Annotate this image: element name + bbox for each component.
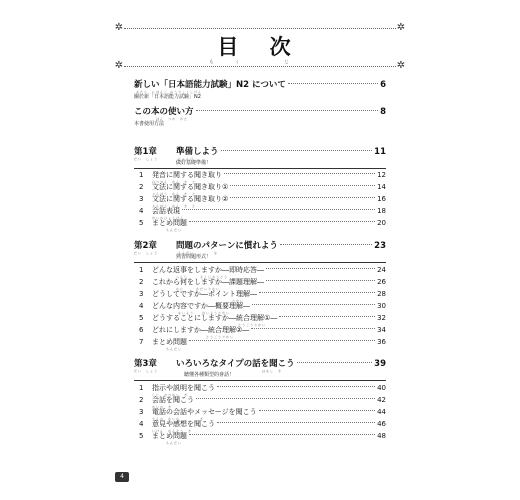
ruby-text: でんわ かいわ き [152,417,205,421]
ruby-text: はなし き [262,369,283,373]
toc-item-label: どんな内容ですか―概要理解― [152,302,250,310]
chapter-subtitle: 做好基礎準備！ [176,160,212,166]
dot-leader [221,149,373,151]
page-title: 目 次 [217,35,303,59]
item-number: 1 [139,171,144,179]
toc-item-label: 意見や感想を聞こう [152,420,215,428]
ruby-text: もんだい [166,441,183,445]
toc-item-page: 34 [377,326,386,334]
chapter-1-heading[interactable] [176,147,386,157]
toc-item[interactable] [152,384,386,393]
ruby-text: ぶんぽう かん き と [152,204,197,208]
toc-item[interactable] [152,396,386,405]
toc-item-label: 文法に関する聞き取り② [152,195,229,203]
toc-entry-page: 6 [380,80,386,90]
toc-item[interactable] [152,338,386,347]
toc-item-page: 28 [377,290,386,298]
chapter-2-heading[interactable] [176,241,386,251]
item-number: 6 [139,326,144,334]
toc-item-label: どんな返事をしますか―即時応答― [152,266,264,274]
toc-item[interactable] [152,420,386,429]
toc-item-page: 32 [377,314,386,322]
toc-item-page: 18 [377,207,386,215]
toc-entry-label: 新しい「日本語能力試験」N2 について [134,80,286,90]
toc-item-label: 電話の会話やメッセージを聞こう [152,408,257,416]
toc-item-page: 24 [377,266,386,274]
dot-leader [217,421,375,423]
toc-item-label: 文法に関する聞き取り① [152,183,229,191]
item-number: 3 [139,195,144,203]
dot-leader [182,208,375,210]
toc-item[interactable] [152,290,386,299]
chapter-title: 準備しよう [176,147,219,157]
ruby-text: しじ せつめい き [152,393,189,397]
ruby-text: かいわ き [152,405,173,409]
ruby-text: じゅんび [178,157,195,161]
toc-item[interactable] [152,326,386,335]
toc-item-page: 20 [377,219,386,227]
section-divider [134,168,386,169]
ruby-text: ないよう がいようりかい [178,311,231,315]
item-number: 7 [139,338,144,346]
item-number: 3 [139,290,144,298]
dot-leader [259,409,375,411]
toc-item-label: どれにしますか―統合理解②― [152,326,250,334]
toc-item-page: 16 [377,195,386,203]
toc-item-page: 44 [377,408,386,416]
ruby-text: とうごうりかい [238,323,267,327]
toc-item-label: 発音に関する聞き取り [152,171,222,179]
ruby-text: なに かだいりかい [176,287,221,291]
section-divider [134,380,386,381]
dot-leader [189,339,375,341]
chapter-subtitle: 聽懂各種類型的會話！ [184,372,235,378]
page-number: 4 [115,472,129,482]
header-rule-top [124,28,396,29]
chapter-page: 23 [374,241,386,251]
chapter-page: 11 [374,147,386,157]
ruby-text: へんじ そくじおうとう [176,275,229,279]
dot-leader [297,361,373,363]
chapter-title: 問題のパターンに慣れよう [176,241,278,251]
item-number: 4 [139,420,144,428]
toc-item-label: 会話表現 [152,207,180,215]
header-rule-bottom [124,66,396,67]
toc-item-label: まとめ問題 [152,338,187,346]
star-icon: ✲ [114,60,124,71]
section-divider [134,262,386,263]
toc-item[interactable] [152,219,386,228]
ruby-text: りかい [232,299,245,303]
toc-item-label: まとめ問題 [152,432,187,440]
toc-item[interactable] [152,171,386,180]
toc-entry-label: この本の使い方 [134,107,194,117]
item-number: 2 [139,278,144,286]
star-icon: ✲ [114,22,124,33]
page-title-ruby: もく じ [209,59,311,64]
dot-leader [196,397,375,399]
item-number: 1 [139,384,144,392]
toc-entry-intro[interactable] [134,80,386,90]
toc-entry-subtitle: 本書使用方法 [134,121,165,127]
toc-item-page: 46 [377,420,386,428]
toc-item[interactable] [152,302,386,311]
ruby-text: だい しょう [134,251,159,255]
dot-leader [230,184,375,186]
ruby-text: はつおん かん き と [152,180,197,184]
item-number: 5 [139,432,144,440]
ruby-text: ぶんぽう かん き と [152,192,197,196]
dot-leader [224,172,375,174]
toc-item-page: 30 [377,302,386,310]
ruby-text: もんだい [166,347,183,351]
toc-item[interactable] [152,408,386,417]
toc-entry-subtitle: 關於新「日本語能力試驗」N2 [134,94,201,100]
ruby-text: あたら にほんご のうりょくしけん [136,90,202,94]
item-number: 1 [139,266,144,274]
dot-leader [217,385,375,387]
ruby-text: いけん かんそう き [152,429,193,433]
toc-item-label: これから何をしますか―課題理解― [152,278,264,286]
ruby-text: だい しょう [134,369,159,373]
dot-leader [259,291,375,293]
toc-entry-page: 8 [380,107,386,117]
toc-item[interactable] [152,207,386,216]
toc-item-page: 40 [377,384,386,392]
dot-leader [279,315,375,317]
dot-leader [189,220,375,222]
chapter-subtitle: 熟習問題形式！ [176,254,212,260]
dot-leader [189,433,375,435]
toc-item-page: 26 [377,278,386,286]
star-icon: ✲ [396,22,406,33]
dot-leader [280,243,372,245]
toc-item-page: 14 [377,183,386,191]
toc-item-label: 会話を聞こう [152,396,194,404]
dot-leader [266,279,375,281]
toc-item-label: どうすることにしますか―統合理解①― [152,314,278,322]
toc-item[interactable] [152,183,386,192]
toc-entry-how-to-use[interactable] [134,107,386,117]
ruby-text: かいわひょうげん [152,216,185,220]
item-number: 5 [139,219,144,227]
dot-leader [288,82,378,84]
toc-item[interactable] [152,195,386,204]
ruby-text: だい しょう [134,157,159,161]
dot-leader [230,196,375,198]
dot-leader [251,327,375,329]
toc-item-label: まとめ問題 [152,219,187,227]
ruby-text: もんだい [166,228,183,232]
toc-item[interactable] [152,266,386,275]
item-number: 5 [139,314,144,322]
dot-leader [196,109,379,111]
chapter-3-heading[interactable] [176,359,386,369]
toc-item-label: 指示や説明を聞こう [152,384,215,392]
item-number: 2 [139,183,144,191]
item-number: 4 [139,207,144,215]
dot-leader [266,267,375,269]
chapter-number: 第3章 [134,359,157,369]
ruby-text: ほん つか かた [156,117,189,121]
chapter-number: 第2章 [134,241,157,251]
item-number: 3 [139,408,144,416]
ruby-text: もんだい な [178,251,219,255]
toc-item-page: 36 [377,338,386,346]
chapter-page: 39 [374,359,386,369]
star-icon: ✲ [396,60,406,71]
toc-item-page: 42 [377,396,386,404]
toc-item[interactable] [152,278,386,287]
dot-leader [252,303,375,305]
toc-item-label: どうしてですか―ポイント理解― [152,290,257,298]
toc-item-page: 48 [377,432,386,440]
toc-item[interactable] [152,314,386,323]
toc-item[interactable] [152,432,386,441]
ruby-text: とうごうりかい [206,335,235,339]
chapter-number: 第1章 [134,147,157,157]
toc-item-page: 12 [377,171,386,179]
item-number: 2 [139,396,144,404]
item-number: 4 [139,302,144,310]
chapter-title: いろいろなタイプの話を聞こう [176,359,295,369]
